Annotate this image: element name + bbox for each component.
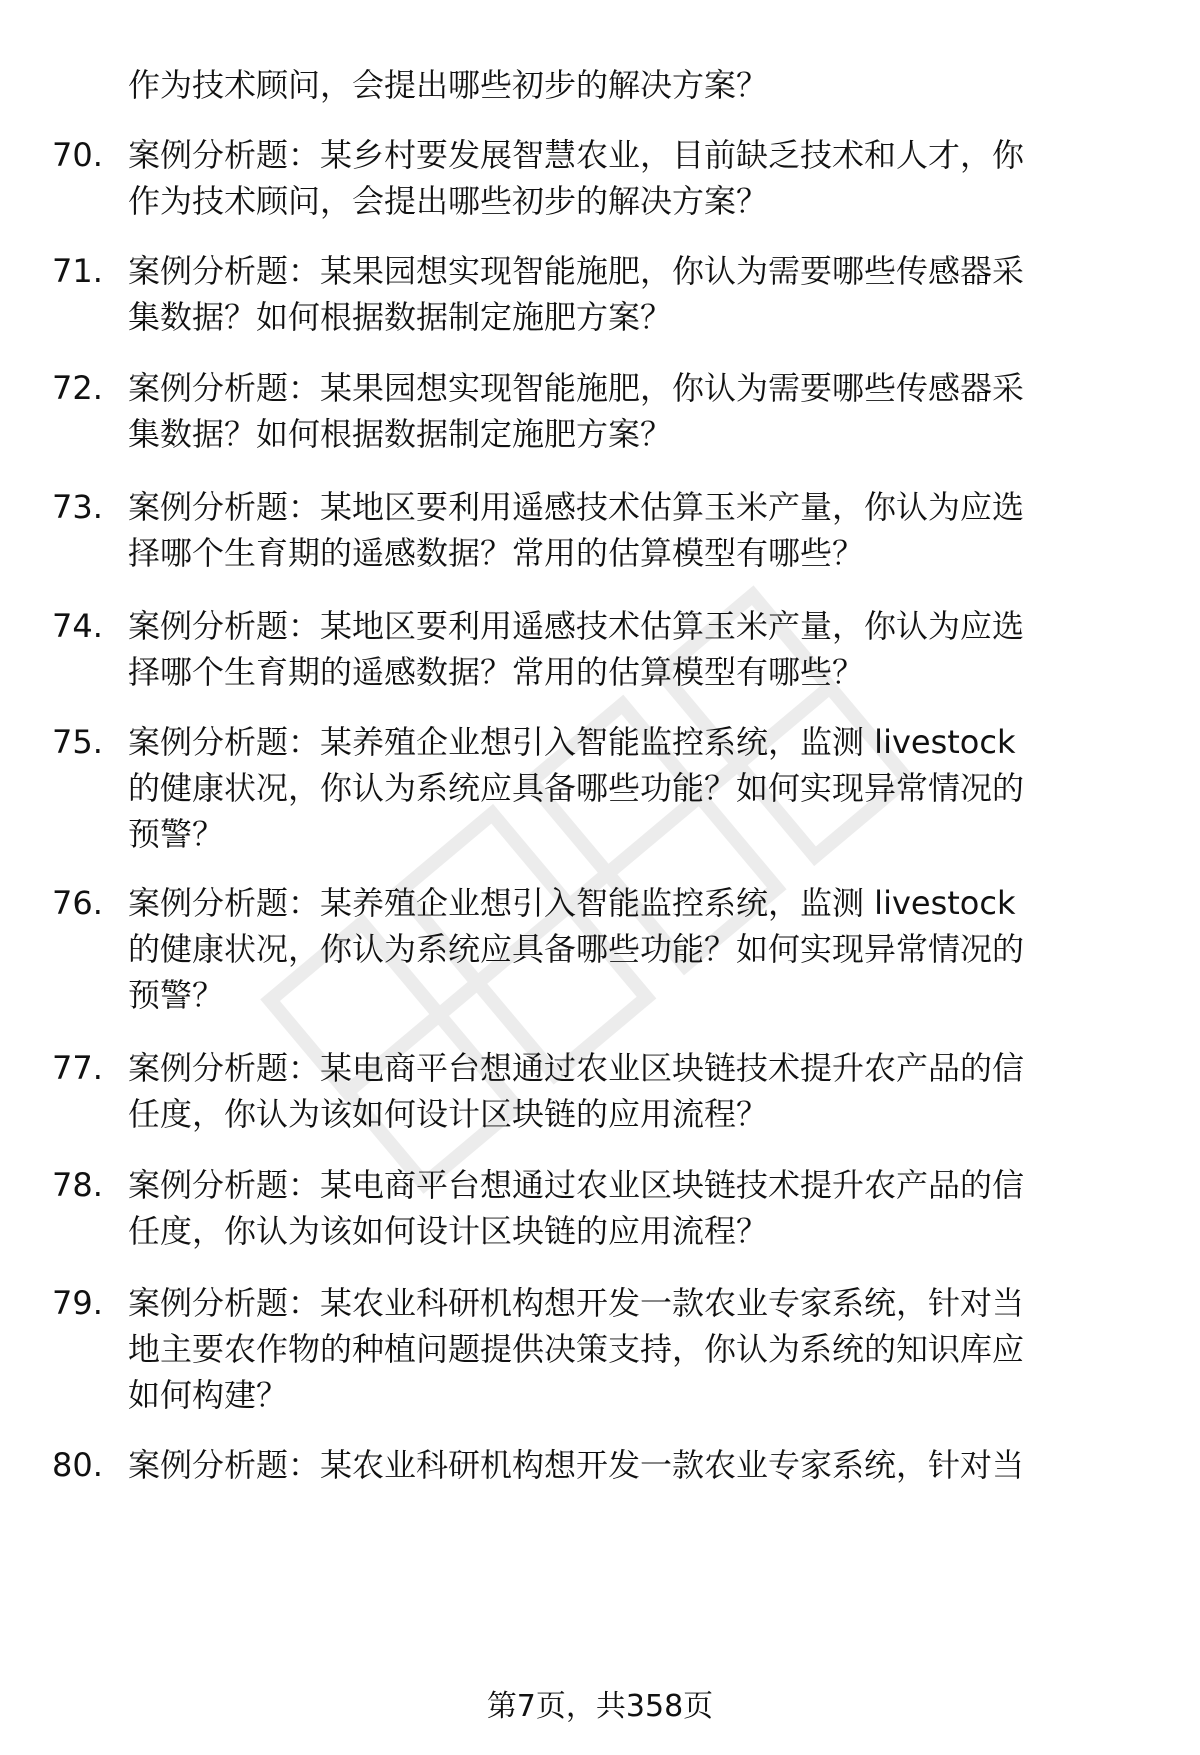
question-line: 案例分析题：某果园想实现智能施肥，你认为需要哪些传感器采 [128,252,1025,290]
question-text [128,1162,1138,1254]
question-line: 预警？ [128,976,225,1014]
question-text [128,880,1138,1018]
question-line: 择哪个生育期的遥感数据？常用的估算模型有哪些？ [128,653,865,691]
question-text [128,603,1138,695]
question-line: 任度，你认为该如何设计区块链的应用流程？ [128,1095,769,1133]
question-number: 71. [52,252,103,290]
question-number: 77. [52,1049,103,1087]
question-line: 案例分析题：某电商平台想通过农业区块链技术提升农产品的信 [128,1049,1025,1087]
question-number: 75. [52,723,103,761]
question-text [128,719,1138,857]
question-text [128,365,1138,457]
question-line: 案例分析题：某地区要利用遥感技术估算玉米产量，你认为应选 [128,607,1025,645]
question-number: 72. [52,369,103,407]
question-line: 案例分析题：某农业科研机构想开发一款农业专家系统，针对当 [128,1446,1025,1484]
page-footer: 第7页，共358页 [486,1689,714,1724]
question-line: 案例分析题：某养殖企业想引入智能监控系统，监测 livestock [128,723,1016,761]
question-line: 如何构建？ [128,1376,289,1414]
question-number: 79. [52,1284,103,1322]
question-number: 76. [52,884,103,922]
question-line: 预警？ [128,815,225,853]
question-number: 73. [52,488,103,526]
question-line: 的健康状况，你认为系统应具备哪些功能？如何实现异常情况的 [128,930,1025,968]
question-number: 70. [52,136,103,174]
question-text [128,1442,1138,1488]
question-line: 案例分析题：某地区要利用遥感技术估算玉米产量，你认为应选 [128,488,1025,526]
question-line: 案例分析题：某乡村要发展智慧农业，目前缺乏技术和人才，你 [128,136,1025,174]
question-text [128,1280,1138,1418]
question-line: 集数据？如何根据数据制定施肥方案？ [128,415,673,453]
question-line: 的健康状况，你认为系统应具备哪些功能？如何实现异常情况的 [128,769,1025,807]
question-text [128,132,1138,224]
question-line: 作为技术顾问，会提出哪些初步的解决方案？ [128,182,769,220]
continuation-line: 作为技术顾问，会提出哪些初步的解决方案？ [128,66,769,104]
question-number: 78. [52,1166,103,1204]
question-line: 择哪个生育期的遥感数据？常用的估算模型有哪些？ [128,534,865,572]
question-line: 案例分析题：某农业科研机构想开发一款农业专家系统，针对当 [128,1284,1025,1322]
question-line: 案例分析题：某果园想实现智能施肥，你认为需要哪些传感器采 [128,369,1025,407]
question-text [128,1045,1138,1137]
question-text [128,484,1138,576]
question-line: 地主要农作物的种植问题提供决策支持，你认为系统的知识库应 [128,1330,1025,1368]
question-line: 案例分析题：某养殖企业想引入智能监控系统，监测 livestock [128,884,1016,922]
question-text [128,248,1138,340]
question-line: 集数据？如何根据数据制定施肥方案？ [128,298,673,336]
question-line: 案例分析题：某电商平台想通过农业区块链技术提升农产品的信 [128,1166,1025,1204]
question-number: 80. [52,1446,103,1484]
question-number: 74. [52,607,103,645]
question-line: 任度，你认为该如何设计区块链的应用流程？ [128,1212,769,1250]
